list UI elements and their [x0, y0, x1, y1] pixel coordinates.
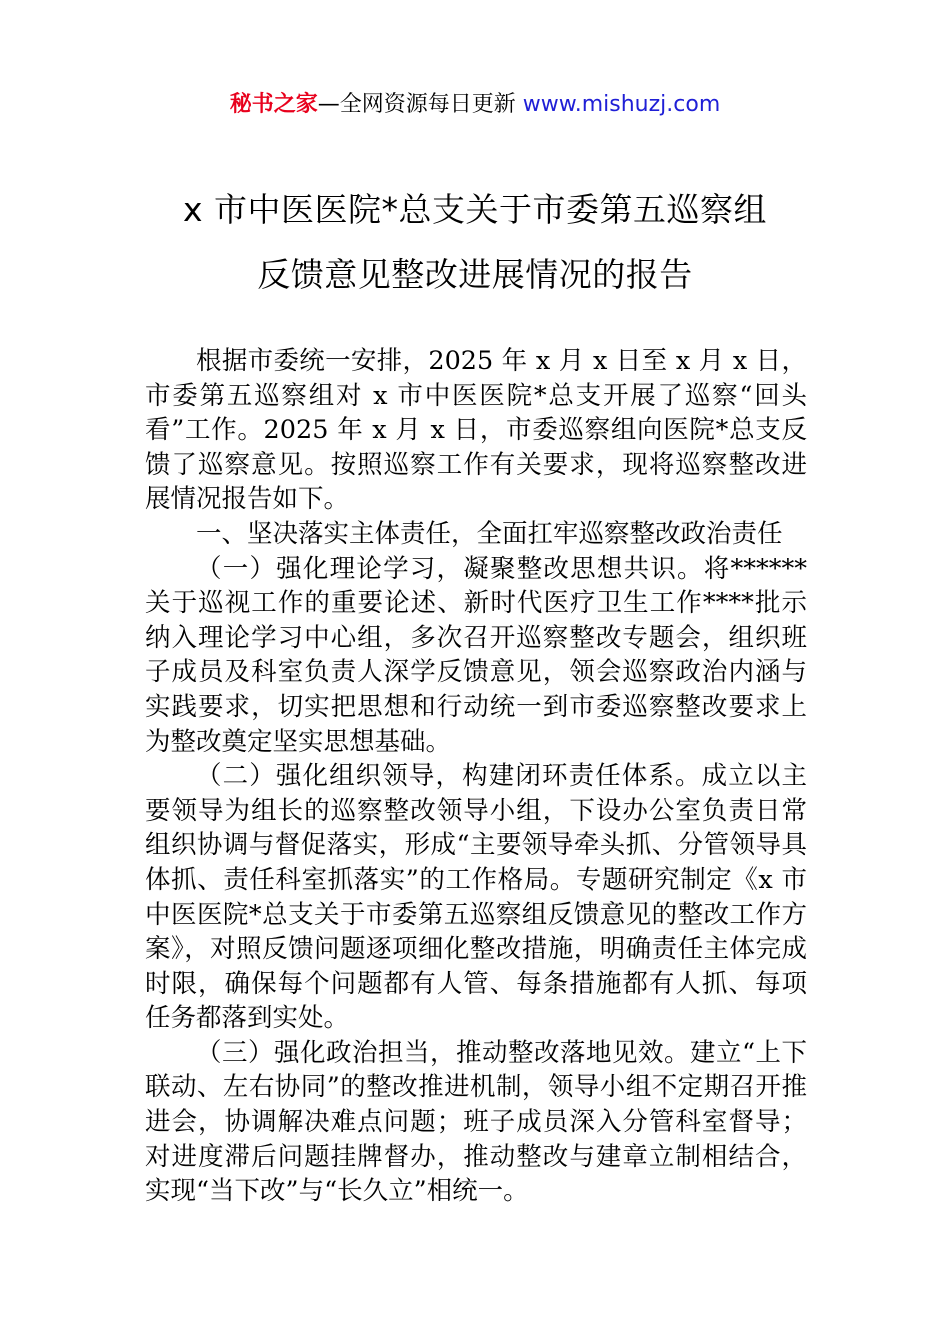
paragraph-item-1: （一）强化理论学习，凝聚整改思想共识。将******关于巡视工作的重要论述、新时代医疗卫生工作****批示纳入理论学习中心组，多次召开巡察整改专题会，组织班子成员及科室负责人深学反馈意见，领会巡察政治内涵与实践要求，切实把思想和行动统一到市委巡察整改要求上为整改奠定坚实思想基础。: [145, 553, 807, 757]
paragraph-item-2: （二）强化组织领导，构建闭环责任体系。成立以主要领导为组长的巡察整改领导小组，下设办公室负责日常组织协调与督促落实，形成“主要领导牵头抓、分管领导具体抓、责任科室抓落实”的工作格局。专题研究制定《x 市中医医院*总支关于市委第五巡察组反馈意见的整改工作方案》，对照反馈问题逐项细化整改措施，明确责任主体完成时限，确保每个问题都有人管、每条措施都有人抓、每项任务都落到实处。: [145, 761, 807, 1034]
document-title-line-1: x 市中医医院*总支关于市委第五巡察组: [182, 190, 768, 229]
header-tagline: —全网资源每日更新: [317, 92, 516, 117]
section-heading-1: 一、坚决落实主体责任，全面扛牢巡察整改政治责任: [196, 518, 783, 549]
site-url-link[interactable]: www.mishuzj.com: [522, 92, 721, 117]
site-header: [0, 88, 950, 122]
paragraph-intro: 根据市委统一安排，2025 年 x 月 x 日至 x 月 x 日，市委第五巡察组对 x 市中医医院*总支开展了巡察“回头看”工作。2025 年 x 月 x 日，市委巡察组向医院*总支反馈了巡察意见。按照巡察工作有关要求，现将巡察整改进展情况报告如下。: [145, 346, 807, 515]
document-body: [145, 344, 807, 1209]
paragraph-item-3: （三）强化政治担当，推动整改落地见效。建立“上下联动、左右协同”的整改推进机制，领导小组不定期召开推进会，协调解决难点问题；班子成员深入分管科室督导；对进度滞后问题挂牌督办，推动整改与建章立制相结合，实现“当下改”与“长久立”相统一。: [145, 1037, 807, 1207]
document-title-line-2: 反馈意见整改进展情况的报告: [257, 255, 693, 294]
brand-name: 秘书之家: [229, 92, 318, 117]
